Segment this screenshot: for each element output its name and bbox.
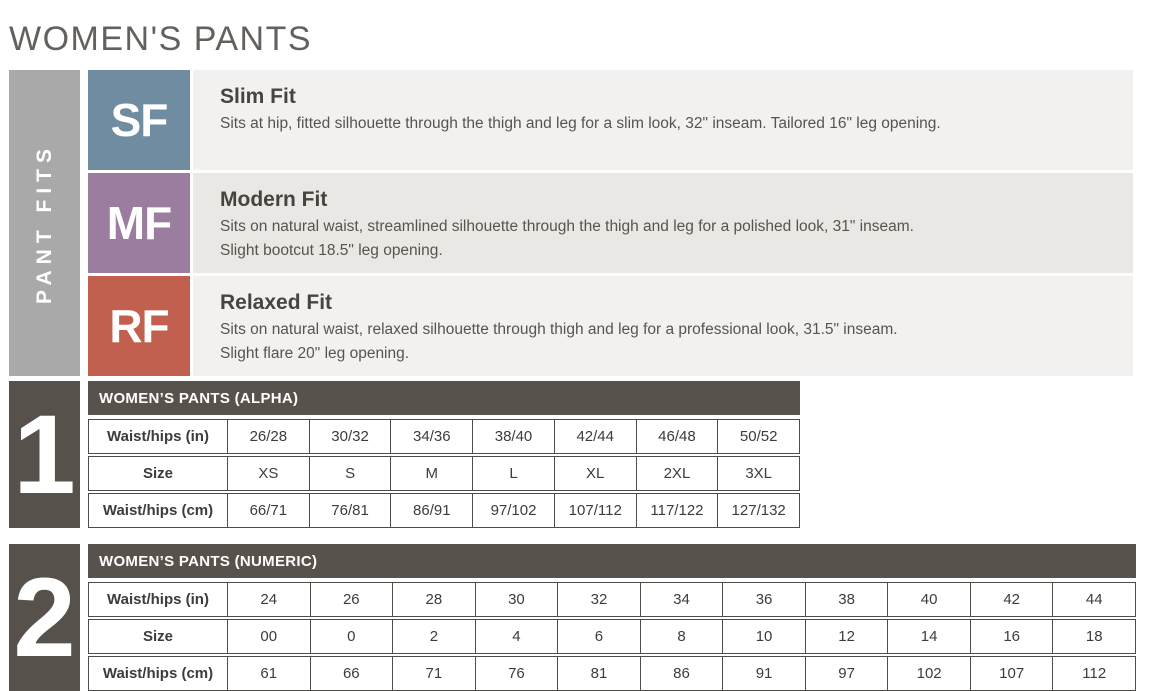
table-row-alpha-waist-hips-cm (88, 493, 800, 528)
cell-value: 28 (392, 583, 475, 616)
cell-value: 2XL (636, 457, 718, 490)
row-label-waist-hips-cm: Waist/hips (cm) (102, 665, 214, 682)
fit-row-relaxed-fit (88, 276, 1133, 376)
pant-fits-sidebar (9, 70, 80, 376)
table-title-numeric: WOMEN’S PANTS (NUMERIC) (88, 544, 1136, 578)
cell-value: 66/71 (227, 494, 309, 527)
cell-value: 46/48 (636, 420, 718, 453)
fit-name-slim-fit: Slim Fit (220, 85, 296, 108)
fit-description-line-modern-fit-2: Slight bootcut 18.5" leg opening. (220, 242, 443, 260)
cell-value: 0 (310, 620, 393, 653)
cell-value: 61 (227, 657, 310, 690)
cell-value: 3XL (717, 457, 799, 490)
fit-rows (88, 70, 1133, 376)
cell-value: 38 (805, 583, 888, 616)
cell-value: 38/40 (472, 420, 554, 453)
cell-value: 76/81 (309, 494, 391, 527)
cell-value: 32 (557, 583, 640, 616)
row-label-size: Size (142, 628, 173, 645)
pant-fits-sidebar-label: PANT FITS (32, 142, 56, 304)
cell-value: 36 (722, 583, 805, 616)
cell-value: 30 (475, 583, 558, 616)
cell-value: 12 (805, 620, 888, 653)
cell-value: 42 (970, 583, 1053, 616)
cell-value: 10 (722, 620, 805, 653)
cell-value: 50/52 (717, 420, 799, 453)
cell-value: 97 (805, 657, 888, 690)
row-label-waist-hips-in: Waist/hips (in) (107, 428, 209, 445)
fit-description-line-modern-fit-1: Sits on natural waist, streamlined silhouette through the thigh and leg for a polished look, 31" inseam. (220, 218, 914, 235)
cell-value: 26/28 (227, 420, 309, 453)
cell-value: 24 (227, 583, 310, 616)
cell-value: 42/44 (554, 420, 636, 453)
fit-description-line-relaxed-fit-2: Slight flare 20" leg opening. (220, 345, 410, 363)
cell-value: S (309, 457, 391, 490)
fit-row-modern-fit (88, 173, 1133, 273)
cell-value: 4 (475, 620, 558, 653)
table-title-alpha: WOMEN’S PANTS (ALPHA) (88, 381, 800, 415)
cell-value: 66 (310, 657, 393, 690)
pant-fits-panel (9, 70, 1133, 376)
cell-value: 76 (475, 657, 558, 690)
table-row-numeric-size (88, 619, 1136, 654)
row-label-waist-hips-cm: Waist/hips (cm) (102, 502, 214, 519)
size-table-alpha (88, 381, 800, 528)
size-table-section-alpha (9, 381, 1154, 528)
cell-value: 44 (1052, 583, 1135, 616)
cell-value: 26 (310, 583, 393, 616)
cell-value: 30/32 (309, 420, 391, 453)
table-row-numeric-waist-hips-in (88, 582, 1136, 617)
size-table-numeric (88, 544, 1136, 691)
cell-value: 2 (392, 620, 475, 653)
fit-description-modern-fit (193, 173, 1133, 273)
fit-description-line-relaxed-fit-1: Sits on natural waist, relaxed silhouette through thigh and leg for a professional look, 31.5" inseam. (220, 321, 898, 338)
cell-value: 34/36 (390, 420, 472, 453)
table-row-alpha-size (88, 456, 800, 491)
cell-value: 112 (1052, 657, 1135, 690)
fit-badge-modern-fit: MF (88, 173, 190, 273)
size-tables (0, 381, 1154, 691)
cell-value: 91 (722, 657, 805, 690)
cell-value: 00 (227, 620, 310, 653)
cell-value: 86/91 (390, 494, 472, 527)
cell-value: XS (227, 457, 309, 490)
table-number-1: 1 (9, 381, 80, 528)
cell-value: M (390, 457, 472, 490)
table-number-2: 2 (9, 544, 80, 691)
fit-badge-relaxed-fit: RF (88, 276, 190, 376)
fit-description-slim-fit (193, 70, 1133, 170)
fit-badge-slim-fit: SF (88, 70, 190, 170)
table-row-alpha-waist-hips-in (88, 419, 800, 454)
cell-value: 40 (887, 583, 970, 616)
cell-value: 18 (1052, 620, 1135, 653)
fit-description-relaxed-fit (193, 276, 1133, 376)
fit-name-relaxed-fit: Relaxed Fit (220, 291, 333, 314)
cell-value: 127/132 (717, 494, 799, 527)
cell-value: 86 (640, 657, 723, 690)
cell-value: 71 (392, 657, 475, 690)
cell-value: 81 (557, 657, 640, 690)
row-label-waist-hips-in: Waist/hips (in) (107, 591, 209, 608)
cell-value: 14 (887, 620, 970, 653)
fit-description-line-slim-fit-1: Sits at hip, fitted silhouette through the thigh and leg for a slim look, 32" inseam. Tailored 16" leg opening. (220, 115, 941, 132)
fit-name-modern-fit: Modern Fit (220, 188, 328, 211)
cell-value: 102 (887, 657, 970, 690)
cell-value: 16 (970, 620, 1053, 653)
size-table-section-numeric (9, 544, 1154, 691)
page-title: WOMEN'S PANTS (9, 20, 313, 58)
fit-row-slim-fit (88, 70, 1133, 170)
cell-value: 107/112 (554, 494, 636, 527)
cell-value: 117/122 (636, 494, 718, 527)
cell-value: 8 (640, 620, 723, 653)
cell-value: 34 (640, 583, 723, 616)
cell-value: 6 (557, 620, 640, 653)
cell-value: 97/102 (472, 494, 554, 527)
cell-value: 107 (970, 657, 1053, 690)
cell-value: XL (554, 457, 636, 490)
table-row-numeric-waist-hips-cm (88, 656, 1136, 691)
row-label-size: Size (142, 465, 173, 482)
cell-value: L (472, 457, 554, 490)
